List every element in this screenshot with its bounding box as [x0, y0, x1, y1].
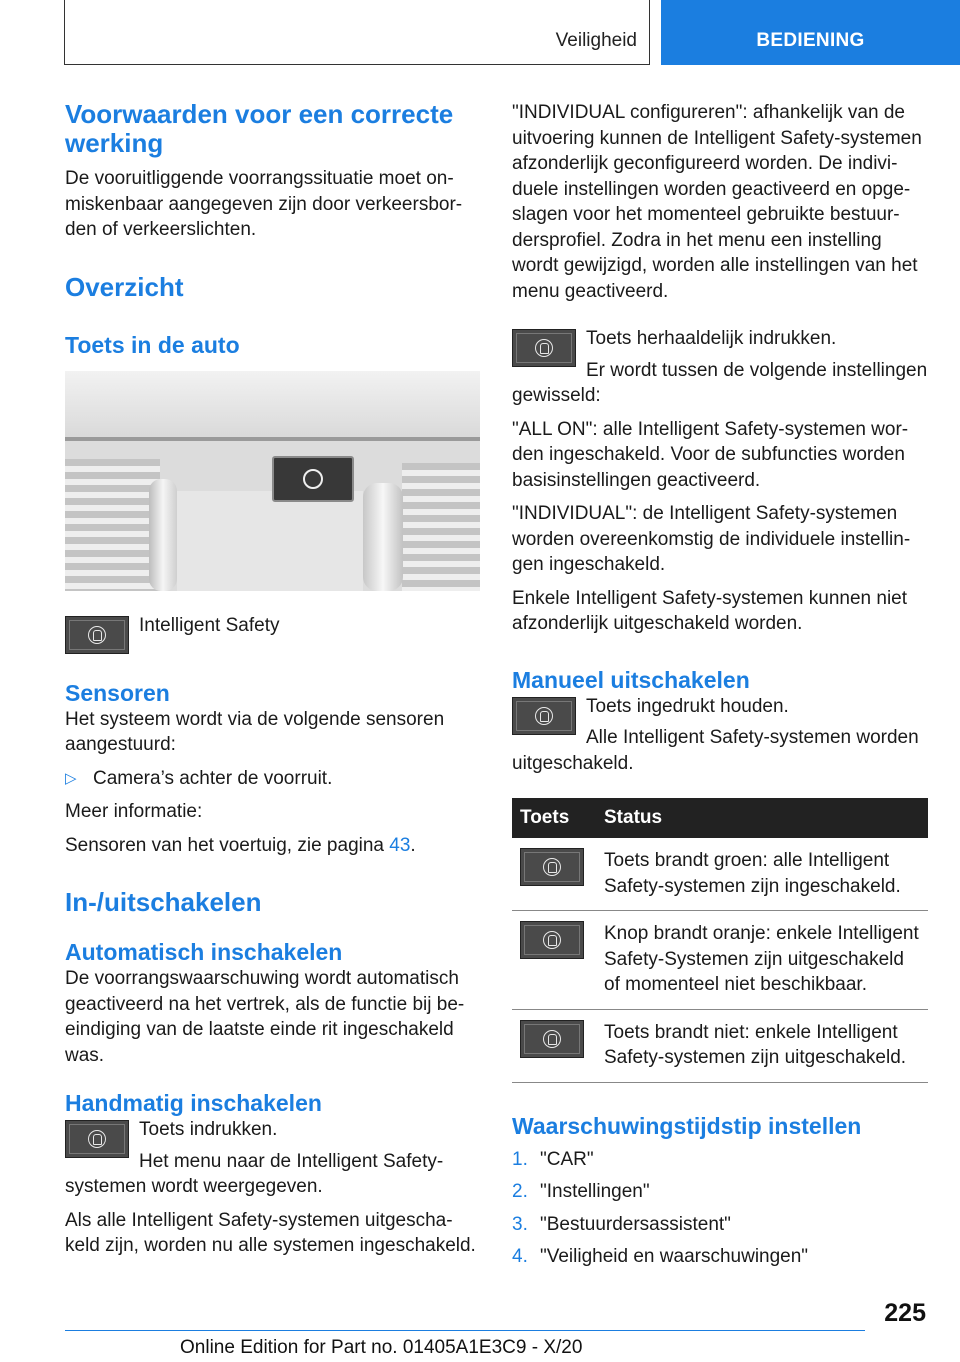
more-info-label: Meer informatie:: [65, 801, 203, 822]
text-individual: "INDIVIDUAL": de Intelligent Safety-systemen worden overeenkomstig de individuele instellingen ingeschakeld.: [512, 503, 911, 575]
chapter-tab[interactable]: [661, 0, 960, 65]
key-lit-green-icon: [520, 848, 584, 886]
page-number: 225: [884, 1299, 926, 1327]
icon-caption-row: [65, 613, 480, 658]
table-cell-status: Toets brandt niet: enkele Intelligent Safety-systemen zijn uitgeschakeld.: [596, 1009, 928, 1082]
intelligent-safety-key-icon: [512, 329, 576, 367]
list-item: 2. "Instellingen": [512, 1181, 650, 1202]
list-item: 4. "Veiligheid en waarschuwingen": [512, 1246, 809, 1267]
icon-caption: Intelligent Safety: [139, 614, 280, 636]
heading-auto-on: Automatisch inschakelen: [65, 939, 343, 965]
off-result-text: Alle Intelligent Safety-systemen worden uitgeschakeld.: [512, 727, 919, 774]
text-some-systems: Enkele Intelligent Safety-systemen kunnen niet afzonderlijk uitgeschakeld worden.: [512, 587, 908, 634]
status-table: [512, 798, 928, 1083]
off-step-text: Toets ingedrukt houden.: [586, 695, 789, 717]
table-row: [512, 911, 928, 1010]
chapter-tab-label: BEDIENING: [756, 30, 865, 51]
header-frame: [64, 0, 650, 65]
list-item: [65, 766, 480, 792]
air-vent-left: [65, 459, 160, 591]
repeat-result-text: Er wordt tussen de volgende instellingen gewisseld:: [512, 359, 928, 406]
heading-overview: Overzicht: [65, 271, 184, 302]
list-item: 1. "CAR": [512, 1148, 594, 1170]
footer-edition: Online Edition for Part no. 01405A1E3C9 - X/20: [180, 1337, 583, 1358]
text-individual-config: "INDIVIDUAL configureren": afhankelijk van de uitvoering kunnen de Intelligent Safety-systemen afzonderlijk geconfigureerd worden. De individuele instellingen worden geactiveerd en opgeslagen voor het momenteel gebruikte bestuurdersprofiel. Zodra in het menu een instelling wordt gewijzigd, worden alle instellingen van het menu geactiveerd.: [512, 102, 922, 302]
text-all-on: "ALL ON": alle Intelligent Safety-systemen worden ingeschakeld. Voor de subfuncties worden basisinstellingen geactiveerd.: [512, 418, 909, 491]
intelligent-safety-key-icon: [65, 616, 129, 654]
manual-off-step: [512, 694, 928, 777]
heading-button-in-car: Toets in de auto: [65, 331, 240, 358]
text-sensors: Het systeem wordt via de volgende sensoren aangestuurd:: [65, 708, 445, 755]
left-column: [65, 100, 480, 1259]
table-header-key: Toets: [512, 798, 596, 838]
key-unlit-icon: [520, 1020, 584, 1058]
text-requirements: De vooruitliggende voorrangssituatie moet onmiskenbaar aangegeven zijn door verkeersborden of verkeerslichten.: [65, 168, 463, 240]
triangle-bullet-icon: ▷: [65, 769, 77, 787]
manual-on-step: [65, 1117, 480, 1200]
footer-divider: [65, 1330, 865, 1331]
car-shield-icon: [303, 469, 323, 489]
table-cell-status: Knop brandt oranje: enkele Intelligent Safety-Systemen zijn uitgeschakeld of momenteel niet beschikbaar.: [596, 911, 928, 1010]
right-column: [512, 100, 928, 1270]
text-manual-all: Als alle Intelligent Safety-systemen uitgeschakeld zijn, worden nu alle systemen ingeschakeld.: [65, 1209, 476, 1256]
intelligent-safety-key-icon: [65, 1120, 129, 1158]
sensors-reference: Sensoren van het voertuig, zie pagina 43.: [65, 834, 416, 856]
heading-warning-time: Waarschuwingstijdstip instellen: [512, 1112, 862, 1139]
repeat-press-step: [512, 326, 928, 409]
table-cell-status: Toets brandt groen: alle Intelligent Safety-systemen zijn ingeschakeld.: [596, 838, 928, 911]
manual-step-text: Toets indrukken.: [139, 1119, 278, 1140]
heading-manual-on: Handmatig inschakelen: [65, 1090, 322, 1116]
heading-manual-off: Manueel uitschakelen: [512, 666, 750, 693]
page-reference-link[interactable]: 43: [389, 834, 411, 856]
heading-sensors: Sensoren: [65, 679, 170, 706]
heading-on-off: In-/uitschakelen: [65, 887, 262, 917]
table-row: [512, 838, 928, 911]
air-vent-right: [402, 463, 480, 591]
table-header-status: Status: [596, 798, 928, 838]
bullet-text: Camera’s achter de voorruit.: [93, 767, 333, 789]
repeat-step-text: Toets herhaaldelijk indrukken.: [586, 328, 837, 349]
text-auto-on: De voorrangswaarschuwing wordt automatisch geactiveerd na het vertrek, als de functie bij beeindiging van de laatste einde rit ingeschakeld was.: [65, 968, 465, 1066]
steps-list: [512, 1147, 928, 1270]
intelligent-safety-key-icon: [512, 697, 576, 735]
manual-result-text: Het menu naar de Intelligent Safety-systemen wordt weergegeven.: [65, 1150, 444, 1197]
intelligent-safety-button-photo: [272, 456, 354, 502]
table-row: [512, 1009, 928, 1082]
list-item: 3. "Bestuurdersassistent": [512, 1213, 731, 1235]
heading-requirements: Voorwaarden voor een correcte werking: [65, 99, 454, 158]
key-lit-orange-icon: [520, 921, 584, 959]
car-button-photo: [65, 371, 480, 591]
section-title: Veiligheid: [555, 30, 637, 51]
